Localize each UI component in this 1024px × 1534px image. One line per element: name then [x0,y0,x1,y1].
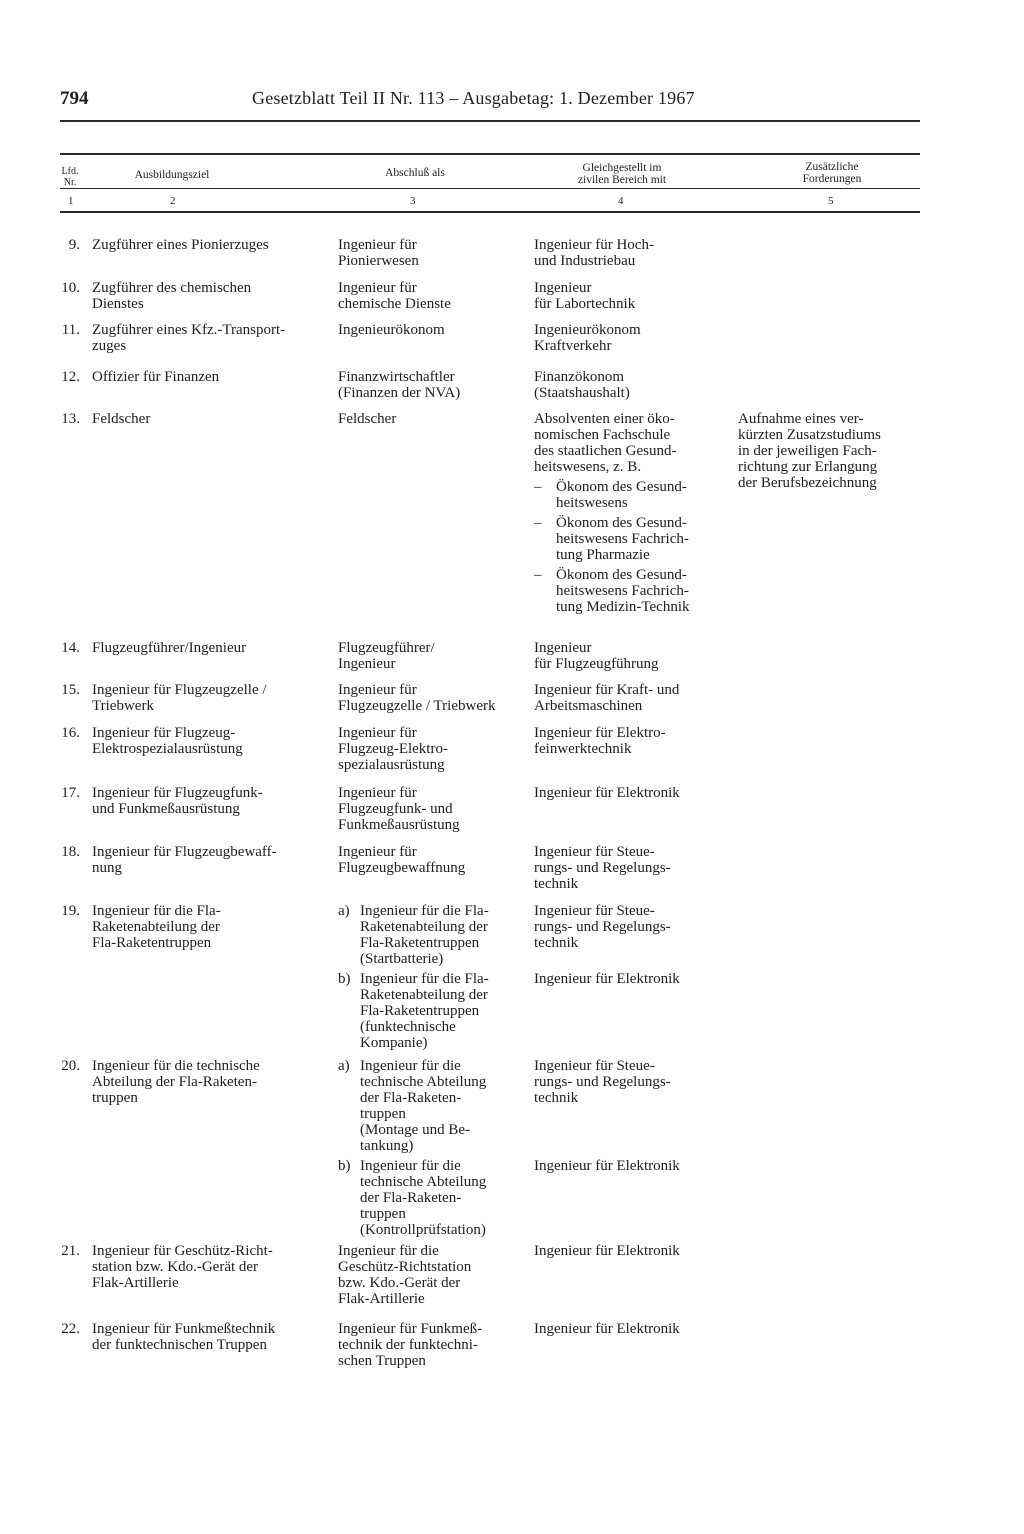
abschluss-line: Geschütz-Richtstation [338,1259,472,1275]
cell-ausbildungsziel [92,844,328,876]
abschluss-subitem [338,903,528,967]
ausbildungsziel-line: station bzw. Kdo.-Gerät der [92,1259,259,1275]
ausbildungsziel-line: Ingenieur für Flugzeug- [92,725,236,741]
abschluss-line: Pionierwesen [338,253,419,269]
cell-abschluss [338,237,528,269]
abschluss-line: Fla-Raketentruppen [360,935,480,951]
ausbildungsziel-line: Zugführer eines Pionierzuges [92,237,269,253]
cell-ausbildungsziel [92,1243,328,1291]
example-line: heitswesens Fachrich- [556,531,689,547]
col-head-nr-line1: Lfd. [61,166,79,177]
row-number: 11. [61,322,80,338]
gleichgestellt-line: Ingenieur für Elektronik [534,785,680,801]
abschluss-subitem [338,971,528,1051]
ausbildungsziel-line: Flugzeugführer/Ingenieur [92,640,247,656]
abschluss-line: Ingenieur für die Fla- [360,903,489,919]
subitem-label: b) [338,1158,351,1174]
ausbildungsziel-line: Ingenieur für Flugzeugbewaff- [92,844,277,860]
gleichgestellt-line: Ingenieurökonom [534,322,641,338]
ausbildungsziel-line: Abteilung der Fla-Raketen- [92,1074,257,1090]
abschluss-line: Ingenieur für Funkmeß- [338,1321,483,1337]
gleichgestellt-subitem [534,903,726,951]
gleichgestellt-line: des staatlichen Gesund- [534,443,677,459]
abschluss-line: (Kontrollprüfstation) [360,1222,486,1238]
gleichgestellt-line: Arbeitsmaschinen [534,698,643,714]
abschluss-subitem [338,1158,528,1238]
abschluss-line: Kompanie) [360,1035,428,1051]
abschluss-line: Flugzeugführer/ [338,640,435,656]
gleichgestellt-line: Ingenieur für Elektronik [534,971,680,987]
abschluss-line: Ingenieur für [338,237,417,253]
gleichgestellt-line: (Staatshaushalt) [534,385,630,401]
page-title: Gesetzblatt Teil II Nr. 113 – Ausgabetag: 1. Dezember 1967 [252,88,695,108]
gleichgestellt-line: nomischen Fachschule [534,427,671,443]
gleichgestellt-line: technik [534,1090,579,1106]
gleichgestellt-line: Ingenieur für Elektronik [534,1321,680,1337]
col-head-ziel [92,169,252,181]
abschluss-line: Flak-Artillerie [338,1291,425,1307]
gleichgestellt-line: Ingenieur für Elektronik [534,1243,680,1259]
forderungen-line: Aufnahme eines ver- [738,411,864,427]
abschluss-line: der Fla-Raketen- [360,1190,462,1206]
cell-gleichgestellt [534,785,726,801]
gleichgestellt-subitem [534,971,726,987]
cell-abschluss [338,682,528,714]
subitem-text [338,903,528,967]
ausbildungsziel-line: Ingenieur für die Fla- [92,903,221,919]
cell-gleichgestellt [534,640,726,672]
gleichgestellt-line: Ingenieur für Elektronik [534,1158,680,1174]
col-number-2: 2 [170,195,176,207]
cell-ausbildungsziel [92,1058,328,1106]
example-line: heitswesens [556,495,628,511]
subitem-text [338,971,528,1051]
col-head-abschluss [340,167,490,179]
ausbildungsziel-line: nung [92,860,122,876]
cell-gleichgestellt [534,682,726,714]
abschluss-line: truppen [360,1106,406,1122]
col-head-zusatz-line2: Forderungen [802,173,862,185]
cell-abschluss [338,1321,528,1369]
abschluss-line: Ingenieur für die [338,1243,439,1259]
ausbildungsziel-line: Triebwerk [92,698,154,714]
ausbildungsziel-line: der funktechnischen Truppen [92,1337,267,1353]
gleichgestellt-line: und Industriebau [534,253,636,269]
abschluss-line: technik der funktechni- [338,1337,478,1353]
col-head-nr [58,166,82,188]
cell-abschluss [338,280,528,312]
row-number: 15. [61,682,80,698]
abschluss-line: Feldscher [338,411,397,427]
cell-gleichgestellt [534,322,726,354]
col-head-gleich [542,162,702,186]
abschluss-line: Flugzeug-Elektro- [338,741,448,757]
row-number: 21. [61,1243,80,1259]
gleichgestellt-example [534,515,726,563]
cell-ausbildungsziel [92,369,328,385]
ausbildungsziel-line: Ingenieur für Funkmeßtechnik [92,1321,276,1337]
abschluss-line: Funkmeßausrüstung [338,817,460,833]
forderungen-line: kürzten Zusatzstudiums [738,427,881,443]
cell-gleichgestellt [534,1243,726,1259]
cell-ausbildungsziel [92,280,328,312]
abschluss-line: technische Abteilung [360,1074,487,1090]
cell-ausbildungsziel [92,785,328,817]
gleichgestellt-line: Finanzökonom [534,369,624,385]
abschluss-line: Ingenieur für [338,785,417,801]
example-line: tung Pharmazie [556,547,650,563]
cell-abschluss [338,1243,528,1307]
abschluss-line: technische Abteilung [360,1174,487,1190]
ausbildungsziel-line: Feldscher [92,411,151,427]
abschluss-line: tankung) [360,1138,414,1154]
row-number: 22. [61,1321,80,1337]
abschluss-line: Ingenieur für [338,682,417,698]
cell-abschluss [338,640,528,672]
column-head-rule [60,188,920,189]
abschluss-line: (funktechnische [360,1019,456,1035]
cell-gleichgestellt [534,411,726,615]
cell-abschluss [338,322,528,338]
abschluss-line: Flugzeugzelle / Triebwerk [338,698,496,714]
abschluss-line: (Montage und Be- [360,1122,470,1138]
ausbildungsziel-line: Fla-Raketentruppen [92,935,212,951]
abschluss-line: Ingenieurökonom [338,322,445,338]
example-line: Ökonom des Gesund- [556,515,687,531]
gleichgestellt-line: rungs- und Regelungs- [534,1074,671,1090]
example-text [534,567,726,615]
gleichgestellt-line: für Labortechnik [534,296,636,312]
row-number: 12. [61,369,80,385]
abschluss-line: Raketenabteilung der [360,987,488,1003]
gleichgestellt-line: Ingenieur [534,280,592,296]
abschluss-line: (Finanzen der NVA) [338,385,461,401]
gleichgestellt-line: für Flugzeugführung [534,656,659,672]
cell-abschluss [338,903,528,1051]
ausbildungsziel-line: Ingenieur für Flugzeugzelle / [92,682,267,698]
row-number: 18. [61,844,80,860]
forderungen-line: in der jeweiligen Fach- [738,443,877,459]
col-number-3: 3 [410,195,416,207]
abschluss-line: (Startbatterie) [360,951,444,967]
cell-ausbildungsziel [92,903,328,951]
abschluss-line: Fla-Raketentruppen [360,1003,480,1019]
col-number-5: 5 [828,195,834,207]
gleichgestellt-line: Kraftverkehr [534,338,612,354]
col-number-1: 1 [68,195,74,207]
abschluss-line: Ingenieur für die Fla- [360,971,489,987]
page-number: 794 [60,88,89,109]
abschluss-line: Ingenieur für [338,844,417,860]
dash-label: – [534,567,542,583]
ausbildungsziel-line: Zugführer eines Kfz.-Transport- [92,322,286,338]
gleichgestellt-line: Ingenieur für Kraft- und [534,682,680,698]
row-number: 19. [61,903,80,919]
ausbildungsziel-line: Zugführer des chemischen [92,280,252,296]
cell-abschluss [338,1058,528,1238]
cell-gleichgestellt [534,844,726,892]
header-rule [60,120,920,122]
ausbildungsziel-line: Flak-Artillerie [92,1275,179,1291]
ausbildungsziel-line: Offizier für Finanzen [92,369,220,385]
gleichgestellt-line: heitswesens, z. B. [534,459,642,475]
col-head-nr-line2: Nr. [63,177,77,188]
abschluss-line: Ingenieur [338,656,396,672]
abschluss-line: Ingenieur für [338,725,417,741]
cell-gleichgestellt [534,237,726,269]
gleichgestellt-line: rungs- und Regelungs- [534,860,671,876]
gleichgestellt-line: rungs- und Regelungs- [534,919,671,935]
ausbildungsziel-line: Dienstes [92,296,144,312]
col-head-zusatz-line1: Zusätzliche [805,161,859,173]
ausbildungsziel-line: zuges [92,338,127,354]
subitem-text [338,1058,528,1154]
abschluss-line: der Fla-Raketen- [360,1090,462,1106]
subitem-label: b) [338,971,351,987]
subitem-text [338,1158,528,1238]
gleichgestellt-subitem [534,1158,726,1174]
col-head-gleich-line1: Gleichgestellt im [582,162,662,174]
cell-abschluss [338,785,528,833]
column-number-rule [60,211,920,213]
cell-zusaetzliche-forderungen [738,411,926,491]
ausbildungsziel-line: Ingenieur für Geschütz-Richt- [92,1243,273,1259]
abschluss-line: truppen [360,1206,406,1222]
ausbildungsziel-line: und Funkmeßausrüstung [92,801,240,817]
dash-label: – [534,479,542,495]
cell-ausbildungsziel [92,322,328,354]
gleichgestellt-line: technik [534,876,579,892]
col-head-gleich-line2: zivilen Bereich mit [577,174,667,186]
col-head-abschluss-text: Abschluß als [385,167,445,179]
cell-ausbildungsziel [92,411,328,427]
cell-ausbildungsziel [92,725,328,757]
row-number: 17. [61,785,80,801]
cell-gleichgestellt [534,1321,726,1337]
gleichgestellt-subitem [534,1058,726,1106]
ausbildungsziel-line: Ingenieur für Flugzeugfunk- [92,785,263,801]
ausbildungsziel-line: truppen [92,1090,138,1106]
cell-ausbildungsziel [92,682,328,714]
gleichgestellt-line: Ingenieur für Steue- [534,903,655,919]
cell-gleichgestellt [534,725,726,757]
abschluss-line: Ingenieur für [338,280,417,296]
cell-abschluss [338,411,528,427]
gleichgestellt-line: feinwerktechnik [534,741,632,757]
example-text [534,515,726,563]
ausbildungsziel-line: Elektrospezialausrüstung [92,741,243,757]
abschluss-line: Raketenabteilung der [360,919,488,935]
gleichgestellt-line: technik [534,935,579,951]
abschluss-subitem [338,1058,528,1154]
row-number: 9. [68,237,80,253]
example-line: heitswesens Fachrich- [556,583,689,599]
page-header [60,88,920,114]
row-number: 20. [61,1058,80,1074]
abschluss-line: Finanzwirtschaftler [338,369,455,385]
abschluss-line: schen Truppen [338,1353,426,1369]
col-number-4: 4 [618,195,624,207]
example-text [534,479,726,511]
abschluss-line: Flugzeugbewaffnung [338,860,466,876]
cell-gleichgestellt [534,280,726,312]
gleichgestellt-example [534,479,726,511]
gleichgestellt-line: Ingenieur für Steue- [534,844,655,860]
abschluss-line: chemische Dienste [338,296,451,312]
row-number: 13. [61,411,80,427]
gleichgestellt-line: Ingenieur für Hoch- [534,237,654,253]
gleichgestellt-line: Ingenieur [534,640,592,656]
cell-ausbildungsziel [92,640,328,656]
table-top-rule [60,153,920,155]
cell-ausbildungsziel [92,1321,328,1353]
abschluss-line: Ingenieur für die [360,1158,461,1174]
ausbildungsziel-line: Ingenieur für die technische [92,1058,260,1074]
cell-abschluss [338,725,528,773]
ausbildungsziel-line: Raketenabteilung der [92,919,220,935]
cell-gleichgestellt [534,369,726,401]
gleichgestellt-example [534,567,726,615]
col-head-ziel-text: Ausbildungsziel [134,169,210,181]
forderungen-line: richtung zur Erlangung [738,459,878,475]
row-number: 16. [61,725,80,741]
example-line: tung Medizin-Technik [556,599,690,615]
gleichgestellt-line: Ingenieur für Steue- [534,1058,655,1074]
subitem-label: a) [338,1058,350,1074]
cell-abschluss [338,369,528,401]
subitem-label: a) [338,903,350,919]
dash-label: – [534,515,542,531]
abschluss-line: spezialausrüstung [338,757,445,773]
forderungen-line: der Berufsbezeichnung [738,475,877,491]
cell-ausbildungsziel [92,237,328,253]
abschluss-line: Flugzeugfunk- und [338,801,453,817]
row-number: 10. [61,280,80,296]
gleichgestellt-line: Ingenieur für Elektro- [534,725,666,741]
abschluss-line: bzw. Kdo.-Gerät der [338,1275,461,1291]
abschluss-line: Ingenieur für die [360,1058,461,1074]
example-line: Ökonom des Gesund- [556,479,687,495]
row-number: 14. [61,640,80,656]
gleichgestellt-line: Absolventen einer öko- [534,411,675,427]
example-line: Ökonom des Gesund- [556,567,687,583]
col-head-zusatz [762,161,902,185]
cell-abschluss [338,844,528,876]
